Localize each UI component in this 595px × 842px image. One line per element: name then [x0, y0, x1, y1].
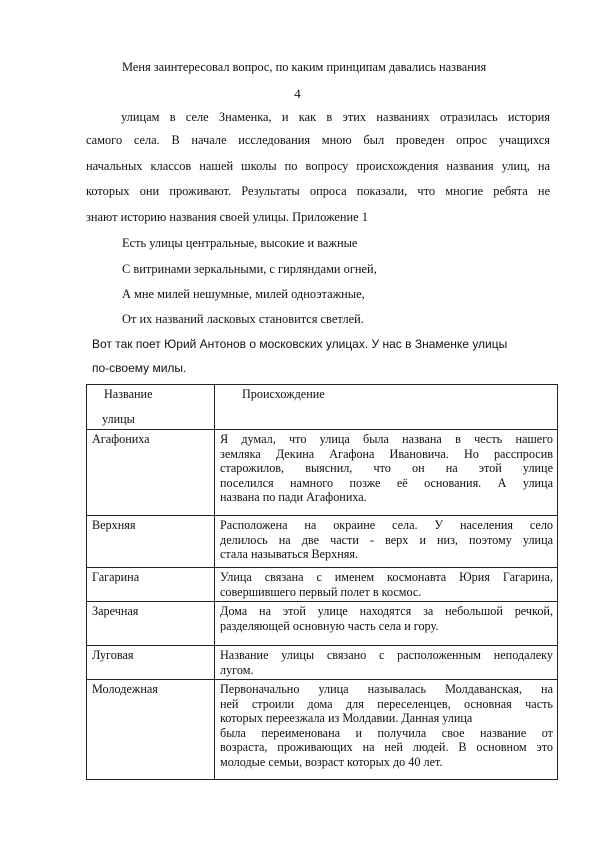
origin-line: которых переезжала из Молдавии. Данная улица	[220, 711, 473, 725]
origin-line: была переименована и получила свое название от	[220, 725, 553, 740]
street-name-cell: Гагарина	[87, 568, 215, 602]
poem-line: От их названий ласковых становится светлей.	[122, 312, 364, 326]
table-row	[87, 516, 558, 568]
origin-line: ней строили дома для переселенцев, основная часть	[220, 696, 553, 711]
origin-line: Первоначально улица называлась Молдаванская, на	[220, 682, 553, 696]
origin-cell	[215, 680, 558, 780]
intro-line: Меня заинтересовал вопрос, по каким принципам давались названия	[122, 60, 487, 74]
street-name-cell: Заречная	[87, 602, 215, 646]
table-row	[87, 430, 558, 516]
paragraph-line: самого села. В начале исследования мною был проведен опрос учащихся	[86, 133, 550, 147]
origin-cell	[215, 516, 558, 568]
paragraph-line: улицам в селе Знаменка, и как в этих названиях отразилась история	[121, 110, 550, 124]
poem-line: Есть улицы центральные, высокие и важные	[122, 236, 358, 250]
header-name-line1: Название	[104, 387, 153, 401]
origin-line: лугом.	[220, 662, 254, 677]
page-number: 4	[294, 86, 301, 101]
table-row	[87, 568, 558, 602]
origin-line: молодые семьи, возраст которых до 40 лет.	[220, 754, 443, 769]
origin-cell	[215, 602, 558, 646]
quote-line: Вот так поет Юрий Антонов о московских улицах. У нас в Знаменке улицы	[92, 337, 508, 351]
origin-line: земляка Декина Агафона Ивановича. Но расспросив	[220, 446, 553, 461]
origin-cell	[215, 430, 558, 516]
table-header-row	[87, 385, 558, 430]
origin-line: делилось на две части - верх и низ, поэтому улица	[220, 532, 553, 547]
header-origin	[215, 385, 558, 430]
origin-line: Название улицы связано с расположенным неподалеку	[220, 648, 553, 662]
origin-line: совершившего первый полет в космос.	[220, 584, 422, 599]
origin-line: стала называться Верхняя.	[220, 547, 359, 561]
quote-line: по-своему милы.	[92, 361, 187, 375]
paragraph-line: начальных классов нашей школы по вопросу происхождения названия улиц, на	[86, 159, 550, 173]
origin-line: Дома на этой улице находятся за небольшой речкой,	[220, 604, 553, 618]
header-name-line2: улицы	[102, 411, 135, 426]
origin-line: поселился намного позже её основания. А улица	[220, 475, 553, 490]
poem-line: С витринами зеркальными, с гирляндами огней,	[122, 262, 377, 276]
origin-line: разделяющей основную часть села и гору.	[220, 618, 439, 633]
origin-cell	[215, 646, 558, 680]
origin-line: Расположена на окраине села. У населения село	[220, 518, 553, 532]
origin-line: Улица связана с именем космонавта Юрия Гагарина,	[220, 570, 553, 584]
origin-line: Я думал, что улица была названа в честь нашего	[220, 432, 553, 446]
header-street-name	[87, 385, 215, 430]
origin-cell	[215, 568, 558, 602]
street-name-cell: Молодежная	[87, 680, 215, 780]
paragraph-line: знают историю названия своей улицы. Приложение 1	[86, 210, 368, 224]
origin-line: названа по пади Агафониха.	[220, 490, 367, 504]
street-name-cell: Верхняя	[87, 516, 215, 568]
origin-line: возраста, проживающих на ней людей. В основном это	[220, 740, 553, 754]
table-row	[87, 646, 558, 680]
origin-line: старожилов, выяснил, что он на этой улице	[220, 461, 553, 475]
table-row	[87, 680, 558, 780]
street-name-cell: Агафониха	[87, 430, 215, 516]
table-row	[87, 602, 558, 646]
poem-line: А мне милей нешумные, милей одноэтажные,	[122, 287, 365, 301]
paragraph-line: которых они проживают. Результаты опроса показали, что многие ребята не	[86, 184, 550, 198]
header-origin-label: Происхождение	[242, 387, 325, 401]
street-name-cell: Луговая	[87, 646, 215, 680]
streets-table	[86, 384, 558, 780]
